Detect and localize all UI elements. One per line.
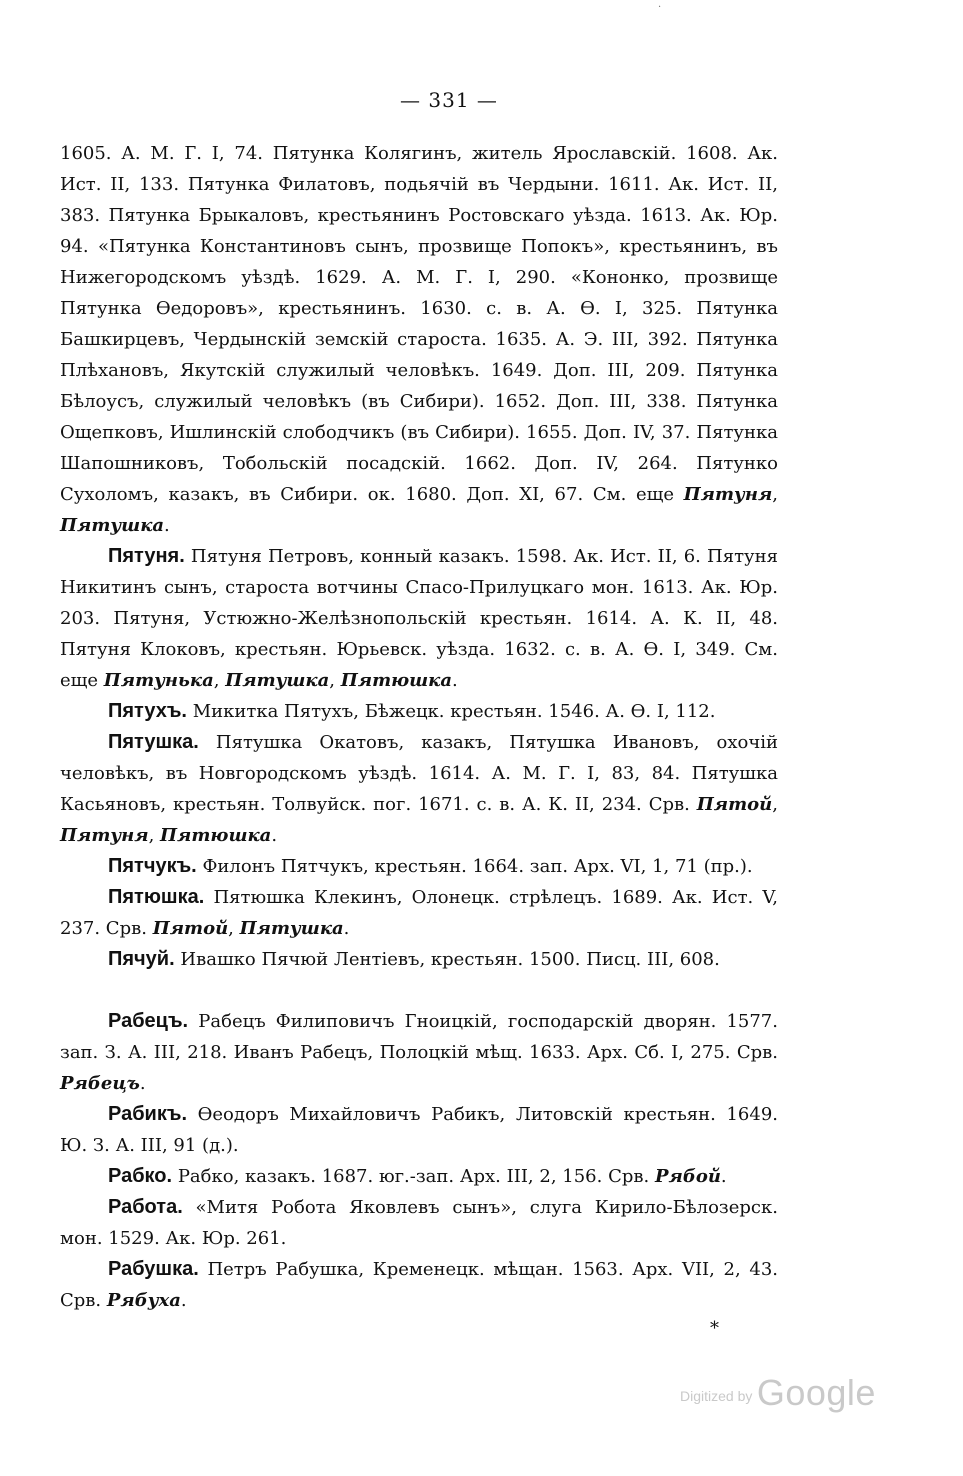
- cross-reference: Рябуха: [106, 1290, 181, 1311]
- entry-pyatunya: Пятуня. Пятуня Петровъ, конный казакъ. 1598. Ак. Ист. II, 6. Пятуня Никитинъ сынъ, староста вотчины Спасо-Прилуцкаго мон. 1613. Ак. Юр. 203. Пятуня, Устюжно-Желѣзнопольскій крестьян. 1614. А. К. II, 48. Пятуня Клоковъ, крестьян. Юрьевск. уѣзда. 1632. с. в. А. Ѳ. I, 349. См. еще Пятунька, Пятушка, Пятюшка.: [60, 545, 778, 691]
- entry-text: Петръ Рабушка, Кременецк. мѣщан. 1563. Арх. VII, 2, 43. Срв.: [60, 1259, 778, 1311]
- cross-reference: Пятуня: [60, 825, 149, 846]
- entry-text: Филонъ Пятчукъ, крестьян. 1664. зап. Арх. VI, 1, 71 (пр.).: [202, 856, 753, 877]
- page-content: [60, 88, 778, 1316]
- margin-mark: ·: [658, 2, 662, 13]
- headword: Пятчукъ.: [108, 855, 197, 877]
- entry-rabushka: Рабушка. Петръ Рабушка, Кременецк. мѣщан. 1563. Арх. VII, 2, 43. Срв. Рябуха.: [60, 1258, 778, 1311]
- entry-text: Рабко, казакъ. 1687. юг.-зап. Арх. III, 2, 156. Срв.: [177, 1166, 650, 1187]
- entry-pyatyushka: Пятюшка. Пятюшка Клекинъ, Олонецк. стрѣлецъ. 1689. Ак. Ист. V, 237. Срв. Пятой, Пятушка.: [60, 886, 778, 939]
- cross-reference: Пятушка: [60, 515, 165, 536]
- cross-reference: Пятой: [696, 794, 773, 815]
- entry-rabko: Рабко. Рабко, казакъ. 1687. юг.-зап. Арх. III, 2, 156. Срв. Рябой.: [108, 1165, 727, 1187]
- entry-text: Пятушка Окатовъ, казакъ, Пятушка Ивановъ, охочій человѣкъ, въ Новгородскомъ уѣздѣ. 1614. А. М. Г. I, 83, 84. Пятушка Касьяновъ, крестьян. Толвуйск. пог. 1671. с. в. А. К. II, 234. Срв.: [60, 732, 778, 815]
- cross-reference: Рябой: [654, 1166, 721, 1187]
- headword: Рабко.: [108, 1165, 173, 1187]
- entry-text: «Митя Робота Яковлевъ сынъ», слуга Кирило-Бѣлозерск. мон. 1529. Ак. Юр. 261.: [60, 1197, 778, 1249]
- headword: Пятюшка.: [108, 886, 205, 908]
- headword: Пятухъ.: [108, 700, 187, 722]
- continuation-paragraph: 1605. А. М. Г. I, 74. Пятунка Колягинъ, житель Ярославскій. 1608. Ак. Ист. II, 133. Пятунка Филатовъ, подьячій въ Чердыни. 1611. Ак. Ист. II, 383. Пятунка Брыкаловъ, крестьянинъ Ростовскаго уѣзда. 1613. Ак. Юр. 94. «Пятунка Константиновъ сынъ, прозвище Попокъ», крестьянинъ, въ Нижегородскомъ уѣздѣ. 1629. А. М. Г. I, 290. «Кононко, прозвище Пятунка Ѳедоровъ», крестьянинъ. 1630. с. в. А. Ѳ. I, 325. Пятунка Башкирцевъ, Чердынскій земскій староста. 1635. А. Э. III, 392. Пятунка Плѣхановъ, Якутскій служилый человѣкъ. 1649. Доп. III, 209. Пятунка Бѣлоусъ, служилый человѣкъ (въ Сибири). 1652. Доп. III, 338. Пятунка Ощепковъ, Ишлинскій слободчикъ (въ Сибири). 1655. Доп. IV, 37. Пятунка Шапошниковъ, Тобольскій посадскій. 1662. Доп. IV, 264. Пятунко Сухоломъ, казакъ, въ Сибири. ок. 1680. Доп. XI, 67. См. еще Пятуня, Пятушка.: [60, 143, 778, 536]
- headword: Рабушка.: [108, 1258, 199, 1280]
- cross-reference: Рябецъ: [60, 1073, 140, 1094]
- cross-reference: Пятушка: [239, 918, 344, 939]
- headword: Работа.: [108, 1196, 183, 1218]
- entry-pyatushka: Пятушка. Пятушка Окатовъ, казакъ, Пятушка Ивановъ, охочій человѣкъ, въ Новгородскомъ уѣздѣ. 1614. А. М. Г. I, 83, 84. Пятушка Касьяновъ, крестьян. Толвуйск. пог. 1671. с. в. А. К. II, 234. Срв. Пятой, Пятуня, Пятюшка.: [60, 731, 778, 846]
- entry-rabota: [60, 1192, 778, 1254]
- headword: Пятушка.: [108, 731, 199, 753]
- entry-rabik: [60, 1099, 778, 1161]
- headword: Пятуня.: [108, 545, 185, 567]
- entry-pyatukh: [60, 696, 778, 727]
- entry-text: Рабецъ Филиповичъ Гноицкій, господарскій дворян. 1577. зап. З. А. III, 218. Иванъ Рабецъ, Полоцкій мѣщ. 1633. Арх. Сб. I, 275. Срв.: [60, 1011, 778, 1063]
- headword: Пячуй.: [108, 948, 175, 970]
- headword: Рабикъ.: [108, 1103, 187, 1125]
- headword: Рабецъ.: [108, 1010, 189, 1032]
- end-mark: *: [710, 1318, 719, 1339]
- entry-text: Ѳеодоръ Михайловичъ Рабикъ, Литовскій крестьян. 1649. Ю. З. А. III, 91 (д.).: [60, 1104, 778, 1156]
- cross-reference: Пятушка: [225, 670, 330, 691]
- entry-pyachuy: [60, 944, 778, 975]
- cross-reference: Пятюшка: [160, 825, 272, 846]
- page-number: — 331 —: [400, 88, 498, 112]
- entry-text: Микитка Пятухъ, Бѣжецк. крестьян. 1546. А. Ѳ. I, 112.: [192, 701, 716, 722]
- cross-reference: Пятуня: [683, 484, 773, 505]
- entry-text: Пятуня Петровъ, конный казакъ. 1598. Ак. Ист. II, 6. Пятуня Никитинъ сынъ, староста вотчины Спасо-Прилуцкаго мон. 1613. Ак. Юр. 203. Пятуня, Устюжно-Желѣзнопольскій крестьян. 1614. А. К. II, 48. Пятуня Клоковъ, крестьян. Юрьевск. уѣзда. 1632. с. в. А. Ѳ. I, 349. См. еще: [60, 546, 778, 691]
- cross-reference: Пятунька: [103, 670, 214, 691]
- continuation-text: 1605. А. М. Г. I, 74. Пятунка Колягинъ, житель Ярославскій. 1608. Ак. Ист. II, 133. Пятунка Филатовъ, подьячій въ Чердыни. 1611. Ак. Ист. II, 383. Пятунка Брыкаловъ, крестьянинъ Ростовскаго уѣзда. 1613. Ак. Юр. 94. «Пятунка Константиновъ сынъ, прозвище Попокъ», крестьянинъ, въ Нижегородскомъ уѣздѣ. 1629. А. М. Г. I, 290. «Кононко, прозвище Пятунка Ѳедоровъ», крестьянинъ. 1630. с. в. А. Ѳ. I, 325. Пятунка Башкирцевъ, Чердынскій земскій староста. 1635. А. Э. III, 392. Пятунка Плѣхановъ, Якутскій служилый человѣкъ. 1649. Доп. III, 209. Пятунка Бѣлоусъ, служилый человѣкъ (въ Сибири). 1652. Доп. III, 338. Пятунка Ощепковъ, Ишлинскій слободчикъ (въ Сибири). 1655. Доп. IV, 37. Пятунка Шапошниковъ, Тобольскій посадскій. 1662. Доп. IV, 264. Пятунко Сухоломъ, казакъ, въ Сибири. ок. 1680. Доп. XI, 67. См. еще: [60, 143, 778, 505]
- entry-text: Ивашко Пячюй Лентіевъ, крестьян. 1500. Писц. III, 608.: [180, 949, 720, 970]
- entry-text: Пятюшка Клекинъ, Олонецк. стрѣлецъ. 1689. Ак. Ист. V, 237. Срв.: [60, 887, 778, 939]
- cross-reference: Пятой: [152, 918, 229, 939]
- digitized-watermark: [680, 1372, 876, 1414]
- google-logo: Google: [756, 1372, 876, 1413]
- cross-reference: Пятюшка: [340, 670, 453, 691]
- entry-pyatchuk: [60, 851, 778, 882]
- section-gap: [60, 975, 778, 1006]
- watermark-caption: Digitized by: [680, 1388, 753, 1404]
- entry-rabets: Рабецъ. Рабецъ Филиповичъ Гноицкій, господарскій дворян. 1577. зап. З. А. III, 218. Иванъ Рабецъ, Полоцкій мѣщ. 1633. Арх. Сб. I, 275. Срв. Рябецъ.: [60, 1010, 778, 1094]
